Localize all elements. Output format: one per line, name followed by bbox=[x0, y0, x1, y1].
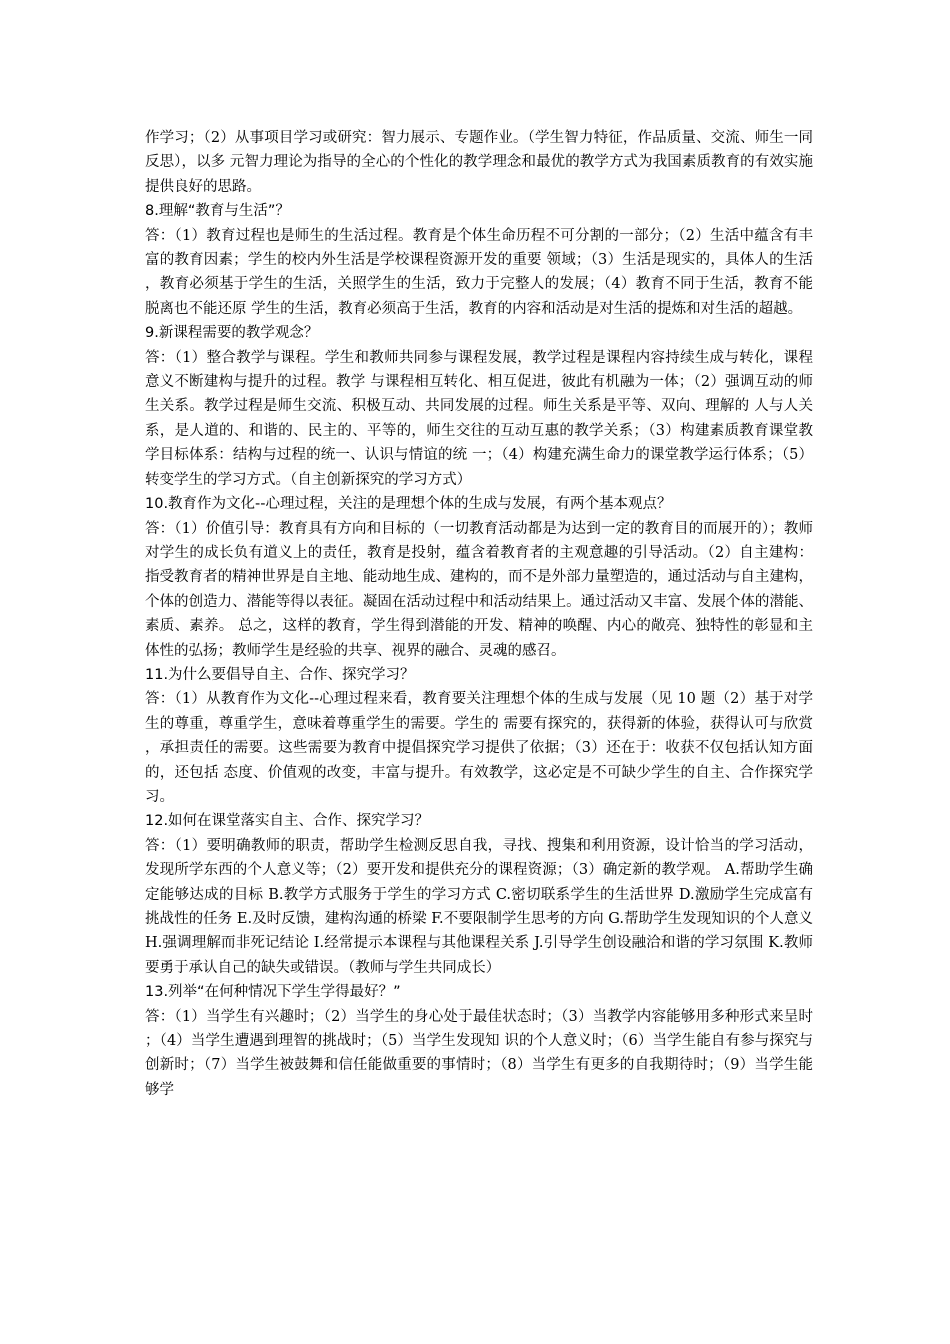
answer-paragraph: 答：（1）教育过程也是师生的生活过程。教育是个体生命历程不可分割的一部分；（2）生活中蕴含有丰富的教育因素；学生的校内外生活是学校课程资源开发的重要 领域；（3）生活是现实的，具体人的生活，教育必须基于学生的生活，关照学生的生活，致力于完整人的发展；（4）教育不同于生活，教育不能脱离也不能还原 学生的生活，教育必须高于生活，教育的内容和活动是对生活的提炼和对生活的超越。 bbox=[145, 227, 813, 317]
answer-paragraph: 作学习；（2）从事项目学习或研究：智力展示、专题作业。（学生智力特征，作品质量、交流、师生一同反思），以多 元智力理论为指导的全心的个性化的教学理念和最优的教学方式为我国素质教育的有效实施提供良好的思路。 bbox=[145, 130, 813, 195]
document-page bbox=[145, 126, 813, 1102]
answer-paragraph: 答：（1）价值引导：教育具有方向和目标的（一切教育活动都是为达到一定的教育目的而展开的）；教师对学生的成长负有道义上的责任，教育是投射，蕴含着教育者的主观意趣的引导活动。（2）自主建构：指受教育者的精神世界是自主地、能动地生成、建构的，而不是外部力量塑造的，通过活动与自主建构，个体的创造力、潜能等得以表征。凝固在活动过程中和活动结果上。通过活动又丰富、发展个体的潜能、素质、素养。 总之，这样的教育，学生得到潜能的开发、精神的唤醒、内心的敞亮、独特性的彰显和主体性的弘扬；教师学生是经验的共享、视界的融合、灵魂的感召。 bbox=[145, 520, 813, 659]
question-heading: 13.列举“在何种情况下学生学得最好？” bbox=[145, 984, 401, 1001]
question-heading: 9.新课程需要的教学观念？ bbox=[145, 325, 319, 342]
question-heading: 12.如何在课堂落实自主、合作、探究学习？ bbox=[145, 813, 430, 830]
question-heading: 10.教育作为文化--心理过程，关注的是理想个体的生成与发展，有两个基本观点？ bbox=[145, 496, 672, 513]
answer-paragraph: 答：（1）整合教学与课程。学生和教师共同参与课程发展，教学过程是课程内容持续生成与转化，课程意义不断建构与提升的过程。教学 与课程相互转化、相互促进，彼此有机融为一体；（2）强调互动的师生关系。教学过程是师生交流、积极互动、共同发展的过程。师生关系是平等、双向、理解的 人与人关系，是人道的、和谐的、民主的、平等的，师生交往的互动互惠的教学关系；（3）构建素质教育课堂教学目标体系：结构与过程的统一、认识与情谊的统 一；（4）构建充满生命力的课堂教学运行体系；（5）转变学生的学习方式。（自主创新探究的学习方式） bbox=[145, 349, 813, 488]
question-heading: 11.为什么要倡导自主、合作、探究学习？ bbox=[145, 666, 415, 683]
answer-paragraph: 答：（1）从教育作为文化--心理过程来看，教育要关注理想个体的生成与发展（见 10 题（2）基于对学生的尊重，尊重学生，意味着尊重学生的需要。学生的 需要有探究的，获得新的体验，获得认可与欣赏，承担责任的需要。这些需要为教育中提倡探究学习提供了依据；（3）还在于：收获不仅包括认知方面的，还包括 态度、价值观的改变，丰富与提升。有效教学，这必定是不可缺少学生的自主、合作探究学习。 bbox=[145, 691, 813, 805]
answer-paragraph: 答：（1）要明确教师的职责，帮助学生检测反思自我，寻找、搜集和利用资源，设计恰当的学习活动，发现所学东西的个人意义等；（2）要开发和提供充分的课程资源；（3）确定新的教学观。 A.帮助学生确定能够达成的目标 B.教学方式服务于学生的学习方式 C.密切联系学生的生活世界 D.激励学生完成富有挑战性的任务 E.及时反馈，建构沟通的桥梁 F.不要限制学生思考的方向 G.帮助学生发现知识的个人意义 H.强调理解而非死记结论 I.经常提示本课程与其他课程关系 J.引导学生创设融洽和谐的学习氛围 K.教师要勇于承认自己的缺失或错误。（教师与学生共同成长） bbox=[145, 837, 813, 976]
answer-paragraph: 答：（1）当学生有兴趣时；（2）当学生的身心处于最佳状态时；（3）当教学内容能够用多种形式来呈时；（4）当学生遭遇到理智的挑战时；（5）当学生发现知 识的个人意义时；（6）当学生能自有参与探究与创新时；（7）当学生被鼓舞和信任能做重要的事情时；（8）当学生有更多的自我期待时；（9）当学生能够学 bbox=[145, 1008, 814, 1098]
question-heading: 8.理解“教育与生活”？ bbox=[145, 203, 290, 220]
